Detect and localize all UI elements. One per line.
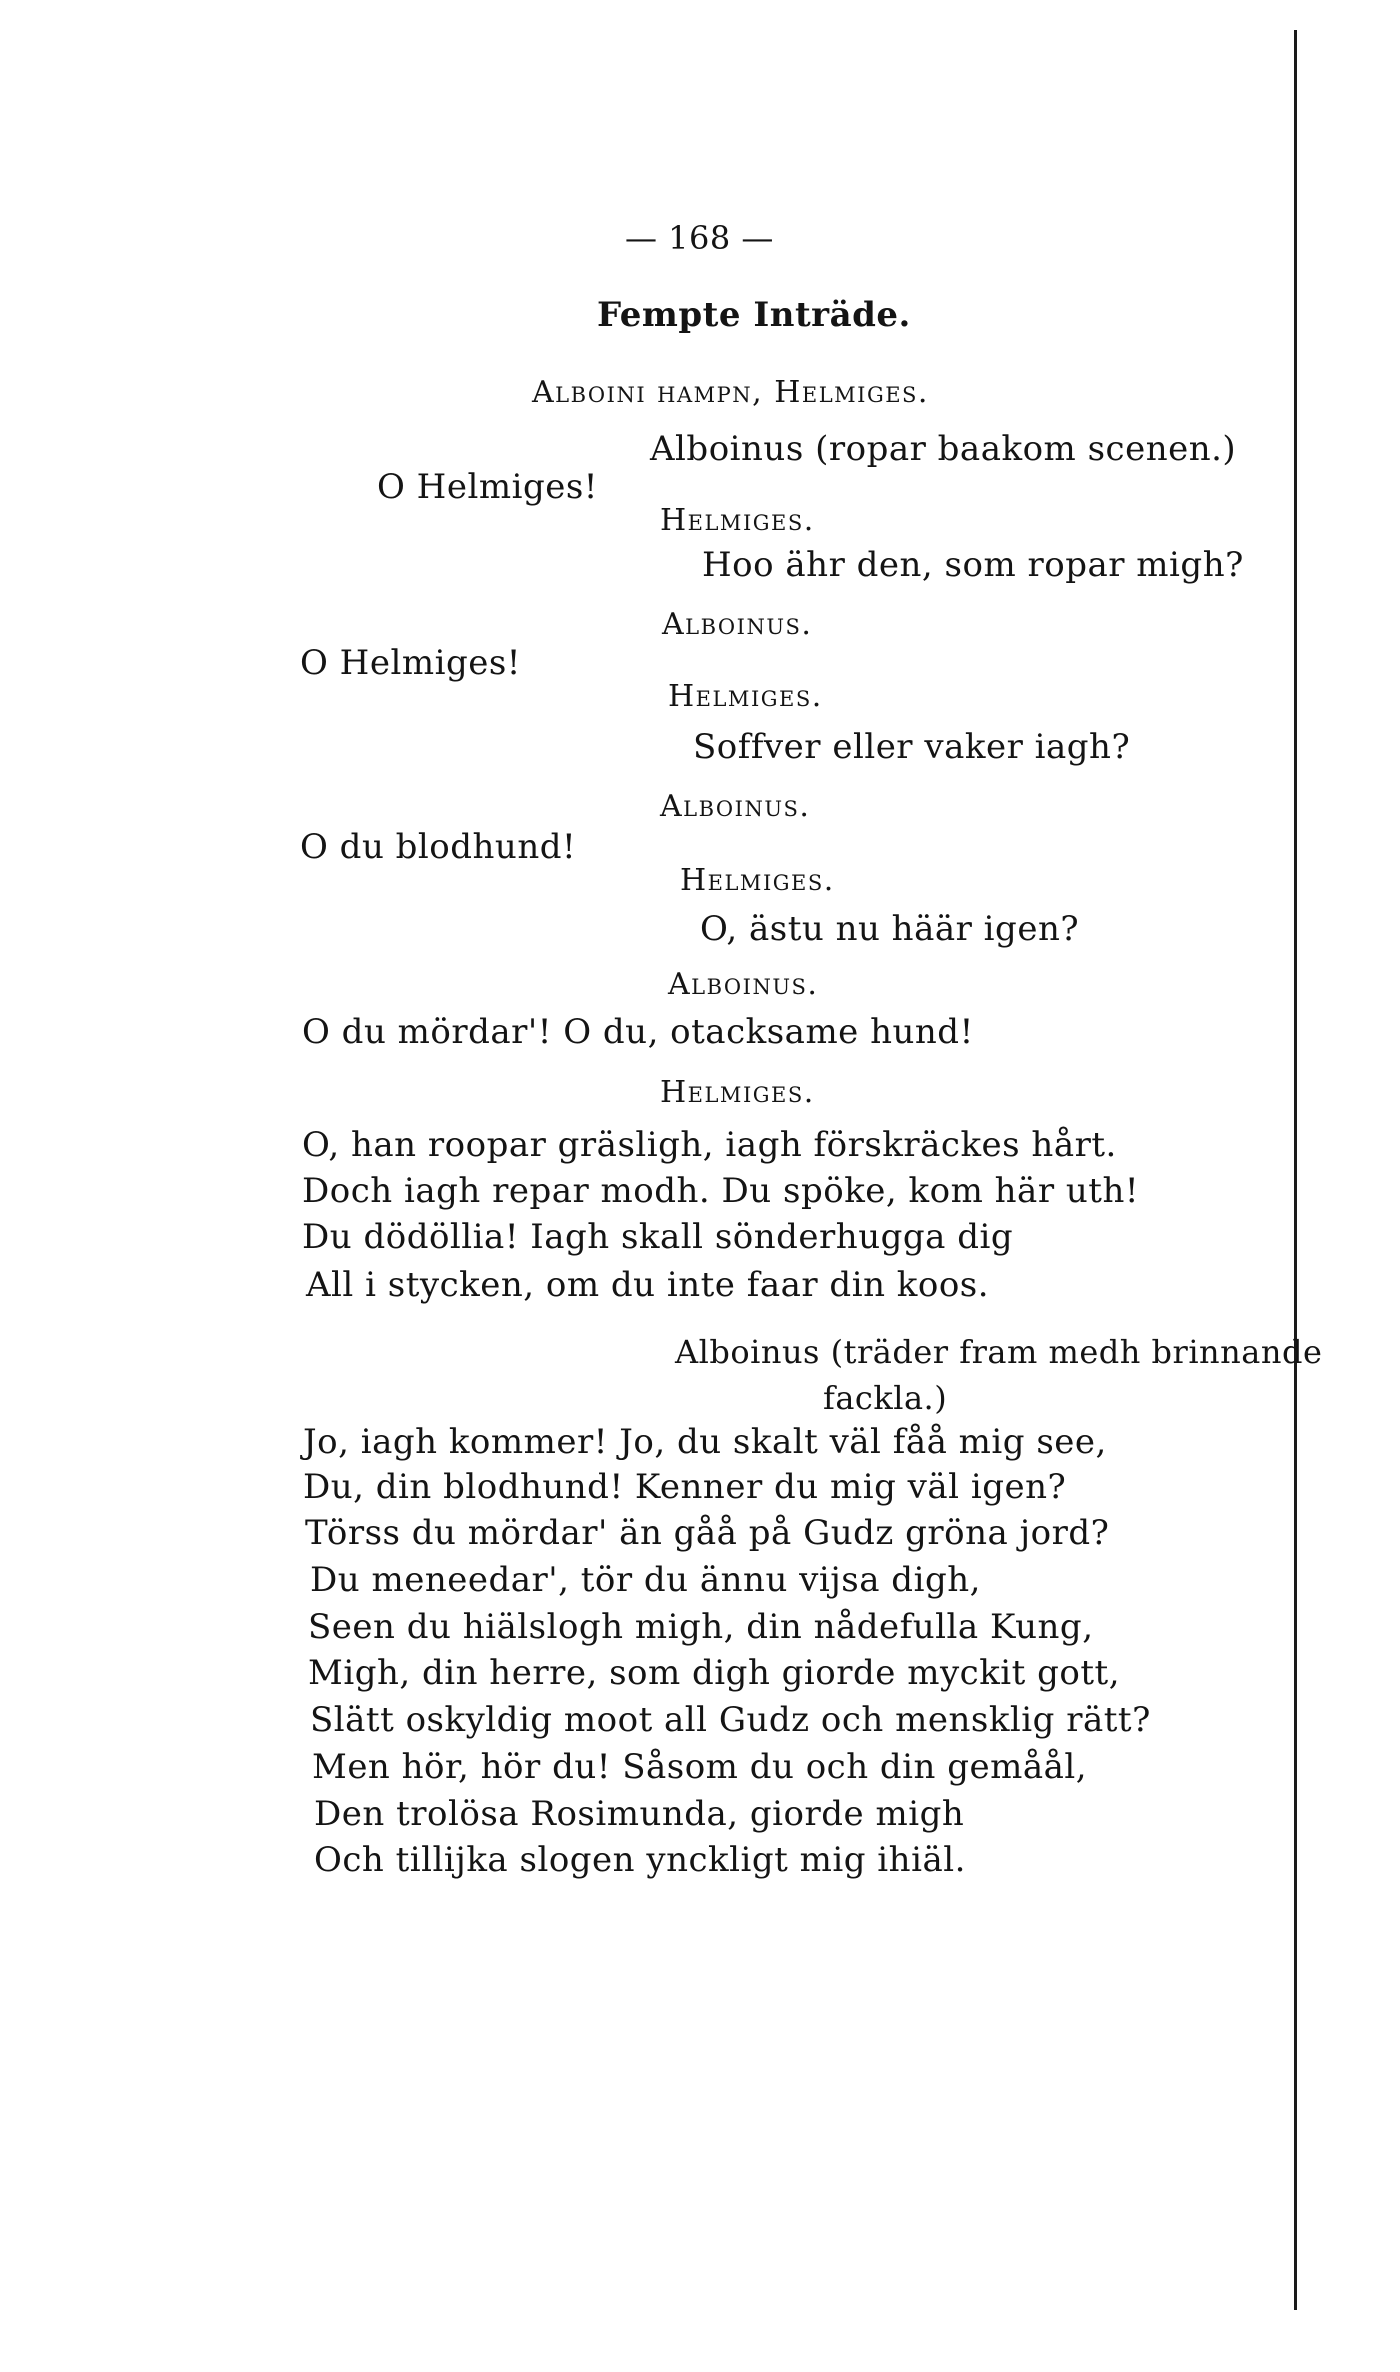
stage-line: Alboinus (träder fram medh brinnande — [675, 1333, 1323, 1371]
speaker-name: Helmiges. — [660, 1075, 815, 1110]
verse-line: Seen du hiälslogh migh, din nådefulla Kung, — [308, 1607, 1094, 1647]
page-number: — 168 — — [625, 219, 774, 257]
speaker-name: Helmiges. — [668, 679, 823, 714]
scene-heading: Fempte Inträde. — [597, 295, 911, 335]
verse-line: Migh, din herre, som digh giorde myckit gott, — [308, 1653, 1121, 1693]
speaker-name: Helmiges. — [660, 503, 815, 538]
verse-line: Törss du mördar' än gåå på Gudz gröna jord? — [305, 1513, 1110, 1553]
verse-line: Och tillijka slogen ynckligt mig ihiäl. — [314, 1840, 966, 1880]
dialogue-line: O, ästu nu häär igen? — [700, 909, 1080, 949]
page-edge-line — [1294, 30, 1297, 2310]
dialogue-line: O du mördar'! O du, otacksame hund! — [302, 1012, 974, 1052]
speaker-name: Alboinus. — [668, 967, 819, 1002]
speaker-name: Helmiges. — [680, 863, 835, 898]
verse-line: Doch iagh repar modh. Du spöke, kom här uth! — [302, 1171, 1140, 1211]
dialogue-line: O Helmiges! — [377, 467, 598, 507]
dialogue-line: Soffver eller vaker iagh? — [693, 727, 1131, 767]
verse-line: Du, din blodhund! Kenner du mig väl igen? — [303, 1467, 1067, 1507]
dialogue-line: O du blodhund! — [300, 827, 577, 867]
characters-present: Alboini hampn, Helmiges. — [532, 375, 929, 410]
verse-line: Du dödöllia! Iagh skall sönderhugga dig — [302, 1217, 1014, 1257]
dialogue-line: Hoo ähr den, som ropar migh? — [702, 545, 1244, 585]
verse-line: Du meneedar', tör du ännu vijsa digh, — [310, 1560, 981, 1600]
verse-line: All i stycken, om du inte faar din koos. — [306, 1265, 990, 1305]
verse-line: Jo, iagh kommer! Jo, du skalt väl fåå mig see, — [303, 1422, 1107, 1462]
dialogue-line: O Helmiges! — [300, 643, 521, 683]
verse-line: Den trolösa Rosimunda, giorde migh — [314, 1794, 965, 1834]
speaker-name: Alboinus. — [660, 789, 811, 824]
verse-line: O, han roopar gräsligh, iagh förskräckes hårt. — [302, 1125, 1117, 1165]
verse-line: Men hör, hör du! Såsom du och din gemåål, — [312, 1747, 1088, 1787]
verse-line: Slätt oskyldig moot all Gudz och mensklig rätt? — [310, 1700, 1151, 1740]
speaker-name: Alboinus. — [662, 607, 813, 642]
stage-line: fackla.) — [823, 1379, 948, 1417]
stage-line: Alboinus (ropar baakom scenen.) — [650, 429, 1237, 469]
